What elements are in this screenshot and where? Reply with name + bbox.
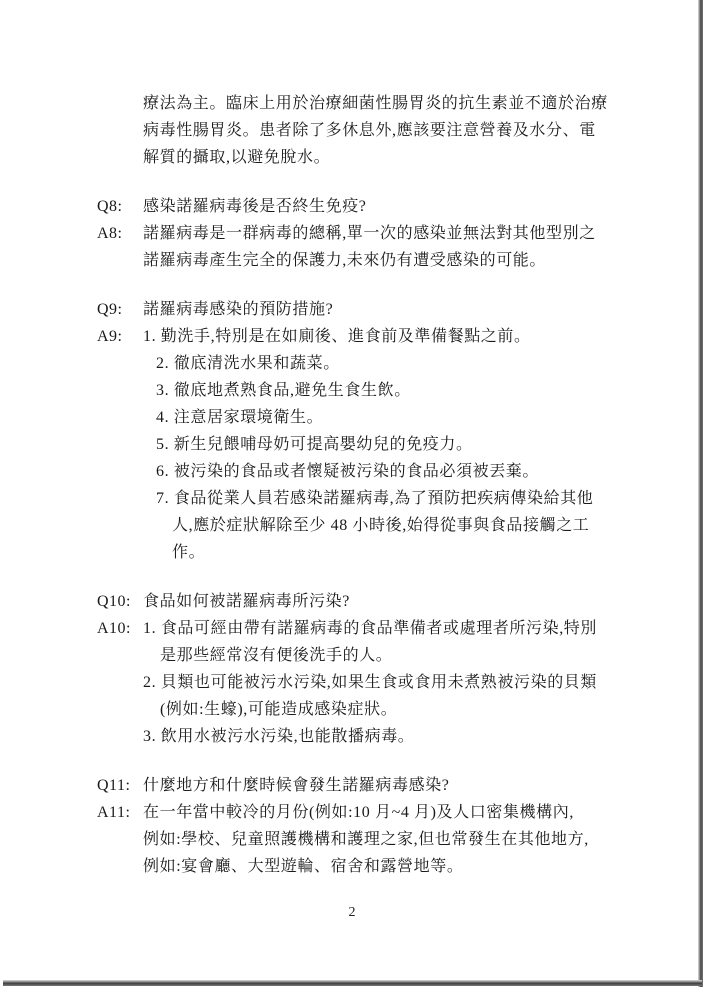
answer-line	[0, 696, 704, 723]
answer-line-text: 1. 食品可經由帶有諾羅病毒的食品準備者或處理者所污染,特別	[143, 620, 598, 637]
answer-line	[0, 404, 704, 431]
answer-line-text: 例如:學校、兒童照護機構和護理之家,但也常發生在其他地方,	[143, 831, 589, 848]
answer-line-text: 4. 注意居家環境衛生。	[156, 409, 324, 426]
paragraph-line-text: 療法為主。臨床上用於治療細菌性腸胃炎的抗生素並不適於治療	[143, 95, 608, 112]
answer-line-text: 1. 勤洗手,特別是在如廁後、進食前及準備餐點之前。	[143, 328, 531, 345]
qa-label: A11:	[97, 804, 131, 821]
answer-line-text: 7. 食品從業人員若感染諾羅病毒,為了預防把疾病傳染給其他	[156, 490, 594, 507]
answer-line	[0, 485, 704, 512]
qa-block-q11	[0, 772, 704, 880]
page-number: 2	[348, 905, 356, 920]
answer-line	[0, 431, 704, 458]
answer-line-text: (例如:生蠔),可能造成感染症狀。	[160, 701, 398, 718]
qa-label: Q9:	[97, 301, 123, 318]
answer-line-text: 3. 徹底地煮熟食品,避免生食生飲。	[156, 382, 411, 399]
continuation-paragraph	[0, 90, 704, 171]
answer-line-text: 作。	[172, 544, 206, 561]
answer-line-text: 人,應於症狀解除至少 48 小時後,始得從事與食品接觸之工	[172, 517, 590, 534]
qa-label: Q8:	[97, 198, 123, 215]
question-line	[0, 296, 704, 323]
qa-block-q8	[0, 193, 704, 274]
answer-line	[0, 615, 704, 642]
qa-block-q10	[0, 588, 704, 750]
answer-line	[0, 723, 704, 750]
answer-line-text: 2. 徹底清洗水果和蔬菜。	[156, 355, 340, 372]
answer-line-text: 是那些經常沒有便後洗手的人。	[160, 647, 393, 664]
document-body	[0, 90, 704, 880]
qa-label: A10:	[97, 620, 131, 637]
answer-line-text: 諾羅病毒產生完全的保護力,未來仍有遭受感染的可能。	[143, 252, 547, 269]
qa-label: Q10:	[97, 593, 131, 610]
answer-line-text: 2. 貝類也可能被污水污染,如果生食或食用未煮熟被污染的貝類	[143, 674, 598, 691]
question-line-text: 感染諾羅病毒後是否終生免疫?	[143, 198, 367, 215]
answer-line-text: 6. 被污染的食品或者懷疑被污染的食品必須被丟棄。	[156, 463, 540, 480]
paragraph-line	[0, 90, 704, 117]
answer-line	[0, 826, 704, 853]
question-line-text: 食品如何被諾羅病毒所污染?	[143, 593, 350, 610]
question-line	[0, 193, 704, 220]
answer-line	[0, 377, 704, 404]
answer-line	[0, 512, 704, 539]
answer-line	[0, 350, 704, 377]
answer-line-text: 3. 飲用水被污水污染,也能散播病毒。	[143, 728, 415, 745]
question-line-text: 諾羅病毒感染的預防措施?	[143, 301, 334, 318]
answer-line-text: 5. 新生兒餵哺母奶可提高嬰幼兒的免疫力。	[156, 436, 473, 453]
question-line-text: 什麼地方和什麼時候會發生諾羅病毒感染?	[143, 777, 450, 794]
paragraph-line	[0, 144, 704, 171]
answer-line-text: 例如:宴會廳、大型遊輪、宿舍和露營地等。	[143, 858, 464, 875]
answer-line	[0, 323, 704, 350]
answer-line	[0, 539, 704, 566]
answer-line	[0, 642, 704, 669]
paragraph-line-text: 解質的攝取,以避免脫水。	[143, 149, 331, 166]
paragraph-line	[0, 117, 704, 144]
qa-section	[0, 193, 704, 880]
answer-line	[0, 458, 704, 485]
answer-line	[0, 853, 704, 880]
answer-line-text: 在一年當中較冷的月份(例如:10 月~4 月)及人口密集機構內,	[143, 804, 574, 821]
answer-line	[0, 799, 704, 826]
page-edge-shadow-bottom	[3, 980, 702, 986]
qa-label: A8:	[97, 225, 123, 242]
answer-line	[0, 669, 704, 696]
answer-line	[0, 220, 704, 247]
qa-label: Q11:	[97, 777, 131, 794]
question-line	[0, 772, 704, 799]
page-edge-shadow-right	[698, 0, 703, 987]
answer-line-text: 諾羅病毒是一群病毒的總稱,單一次的感染並無法對其他型別之	[143, 225, 596, 242]
answer-line	[0, 247, 704, 274]
paragraph-line-text: 病毒性腸胃炎。患者除了多休息外,應該要注意營養及水分、電	[143, 122, 596, 139]
qa-label: A9:	[97, 328, 123, 345]
qa-block-q9	[0, 296, 704, 566]
question-line	[0, 588, 704, 615]
